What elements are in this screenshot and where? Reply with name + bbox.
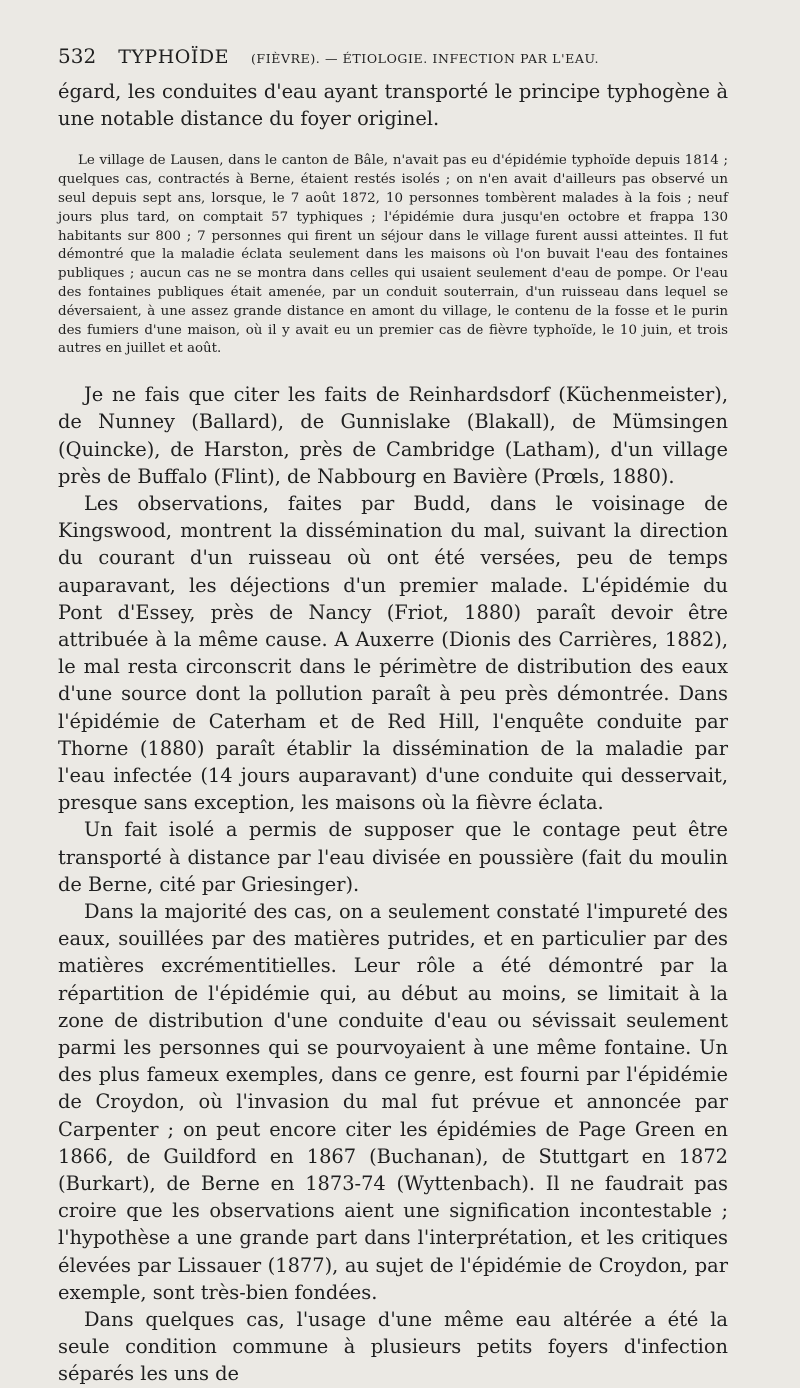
page-number: 532 (58, 44, 97, 68)
paragraph-observations: Les observations, faites par Budd, dans le voisinage de Kingswood, montrent la dissémination du mal, suivant la direction du courant d'un ruisseau où ont été versées, peu de temps auparavant, les déjections d'un premier malade. L'épidémie du Pont d'Essey, près de Nancy (Friot, 1880) paraît devoir être attribuée à la même cause. A Auxerre (Dionis des Carrières, 1882), le mal resta circonscrit dans le périmètre de distribution des eaux d'une source dont la pollution paraît à peu près démontrée. Dans l'épidémie de Caterham et de Red Hill, l'enquête conduite par Thorne (1880) paraît établir la dissémination de la maladie par l'eau infectée (14 jours auparavant) d'une conduite qui desservait, presque sans exception, les maisons où la fièvre éclata. (58, 491, 728, 815)
paragraph-isolated-fact: Un fait isolé a permis de supposer que le contage peut être transporté à distance par l'eau divisée en poussière (fait du moulin de Berne, cité par Griesinger). (58, 818, 728, 896)
paragraph-majority: Dans la majorité des cas, on a seulement constaté l'impureté des eaux, souillées par des matières putrides, et en particulier par des matières excrémentitielles. Leur rôle a été démontré par la répartition de l'épidémie qui, au début au moins, se limitait à la zone de distribution d'une conduite d'eau ou sévissait seulement parmi les personnes qui se pourvoyaient à une même fontaine. Un des plus fameux exemples, dans ce genre, est fourni par l'épidémie de Croydon, où l'invasion du mal fut prévue et annoncée par Carpenter ; on peut encore citer les épidémies de Page Green en 1866, de Guildford en 1867 (Buchanan), de Stuttgart en 1872 (Burkart), de Berne en 1873-74 (Wyttenbach). Il ne faudrait pas croire que les observations aient une signification incontestable ; l'hypothèse a une grande part dans l'interprétation, et les critiques élevées par Lissauer (1877), au sujet de l'épidémie de Croydon, par exemple, sont très-bien fondées. (58, 900, 728, 1304)
case-note: Le village de Lausen, dans le canton de Bâle, n'avait pas eu d'épidémie typhoïde depuis 1814 ; quelques cas, contractés à Berne, étaient restés isolés ; on n'en avait d'ailleurs pas observé un seul depuis sept ans, lorsque, le 7 août 1872, 10 personnes tombèrent malades à la fois ; neuf jours plus tard, on comptait 57 typhiques ; l'épidémie dura jusqu'en octobre et frappa 130 habitants sur 800 ; 7 personnes qui firent un séjour dans le village furent aussi atteintes. Il fut démontré que la maladie éclata seulement dans les maisons où l'on buvait l'eau des fontaines publiques ; aucun cas ne se montra dans celles qui usaient seulement d'eau de pompe. Or l'eau des fontaines publiques était amenée, par un conduit souterrain, d'un ruisseau dans lequel se déversaient, à une assez grande distance en amont du village, le contenu de la fosse et le purin des fumiers d'une maison, où il y avait eu un premier cas de fièvre typhoïde, le 10 juin, et trois autres en juillet et août. (58, 153, 728, 357)
document-page (58, 44, 728, 1388)
paragraph-final: Dans quelques cas, l'usage d'une même eau altérée a été la seule condition commune à plusieurs petits foyers d'infection séparés les uns de (58, 1308, 728, 1386)
running-header (58, 44, 728, 78)
paragraph-citations: Je ne fais que citer les faits de Reinhardsdorf (Küchenmeister), de Nunney (Ballard), de Gunnislake (Blakall), de Mümsingen (Quincke), de Harston, près de Cambridge (Latham), d'un village près de Buffalo (Flint), de Nabbourg en Bavière (Prœls, 1880). (58, 383, 728, 488)
running-subtitle: (FIÈVRE). — ÉTIOLOGIE. INFECTION PAR L'EAU. (250, 51, 600, 66)
continuation-paragraph: égard, les conduites d'eau ayant transporté le principe typhogène à une notable distance du foyer originel. (58, 80, 728, 131)
running-title: TYPHOÏDE (118, 46, 229, 68)
